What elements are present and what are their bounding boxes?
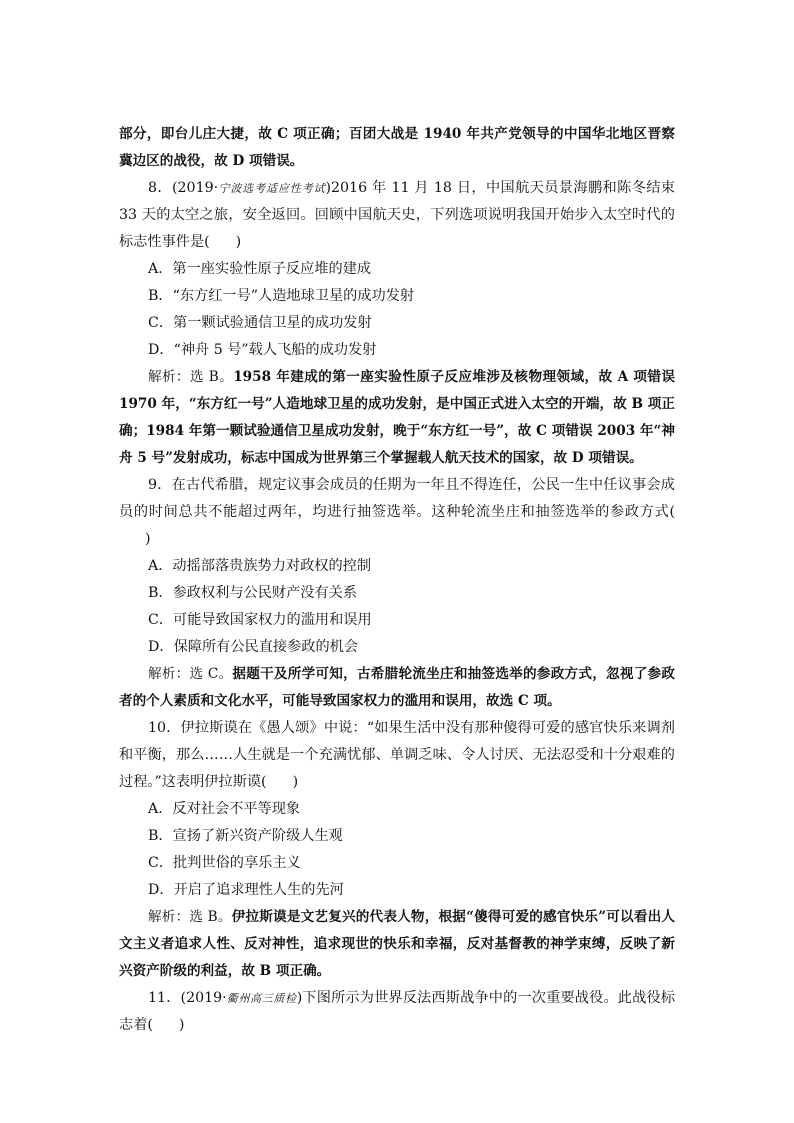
question-9-option-b: B．参政权利与公民财产没有关系 — [148, 585, 358, 601]
question-11-source: 衢州高三质检 — [226, 992, 297, 1005]
question-10-stem: 10．伊拉斯谟在《愚人颂》中说：“如果生活中没有那种傻得可爱的感官快乐来调剂和平衡，那么……人生就是一个充满忧郁、单调乏味、令人讨厌、无法忍受和十分艰难的过程。”这表明伊拉斯谟( ) — [119, 720, 675, 790]
question-11-stem: 11．(2019·衢州高三质检)下图所示为世界反法西斯战争中的一次重要战役。此战役标志着( ) — [119, 990, 675, 1033]
question-10-option-b: B．宣扬了新兴资产阶级人生观 — [148, 828, 343, 844]
question-9-option-d: D．保障所有公民直接参政的机会 — [148, 639, 359, 655]
exam-page — [119, 121, 675, 1039]
question-8-option-b: B．“东方红一号”人造地球卫星的成功发射 — [148, 288, 415, 304]
question-10-option-d: D．开启了追求理性人生的先河 — [148, 882, 344, 898]
question-10-answer: 解析：选 B。伊拉斯谟是文艺复兴的代表人物，根据“傻得可爱的感官快乐”可以看出人文主义者追求人性、反对神性，追求现世的快乐和幸福，反对基督教的神学束缚，反映了新兴资产阶级的利益，故 B 项正确。 — [119, 909, 675, 979]
question-8-option-c: C．第一颗试验通信卫星的成功发射 — [148, 315, 372, 331]
question-10-option-a: A．反对社会不平等现象 — [148, 801, 301, 817]
question-9-stem: 9．在古代希腊，规定议事会成员的任期为一年且不得连任，公民一生中任议事会成员的时间总共不能超过两年，均进行抽签选举。这种轮流坐庄和抽签选举的参政方式() — [119, 477, 675, 547]
question-8-option-a: A．第一座实验性原子反应堆的建成 — [148, 261, 372, 277]
question-8-answer: 解析：选 B。1958 年建成的第一座实验性原子反应堆涉及核物理领域，故 A 项错误 1970 年，“东方红一号”人造地球卫星的成功发射，是中国正式进入太空的开端，故 B 项正确；1984 年第一颗试验通信卫星成功发射，晚于“东方红一号”，故 C 项错误 2003 年“神舟 5 号”发射成功，标志中国成为世界第三个掌握载人航天技术的国家，故 D 项错误。 — [119, 369, 675, 466]
question-9-answer: 解析：选 C。据题干及所学可知，古希腊轮流坐庄和抽签选举的参政方式，忽视了参政者的个人素质和文化水平，可能导致国家权力的滥用和误用，故选 C 项。 — [119, 666, 675, 709]
question-9-option-c: C．可能导致国家权力的滥用和误用 — [148, 612, 372, 628]
question-8-option-d: D．“神舟 5 号”载人飞船的成功发射 — [148, 342, 377, 358]
question-8-stem: 8．(2019·宁波选考适应性考试)2016 年 11 月 18 日，中国航天员景海鹏和陈冬结束 33 天的太空之旅，安全返回。回顾中国航天史，下列选项说明我国开始步入太空时代的标志性事件是( ) — [119, 180, 675, 250]
question-8-source: 宁波选考适应性考试 — [218, 182, 326, 195]
previous-answer-continuation: 部分，即台儿庄大捷，故 C 项正确；百团大战是 1940 年共产党领导的中国华北地区晋察冀边区的战役，故 D 项错误。 — [119, 126, 675, 169]
question-10-option-c: C．批判世俗的享乐主义 — [148, 855, 301, 871]
question-9-option-a: A．动摇部落贵族势力对政权的控制 — [148, 558, 372, 574]
